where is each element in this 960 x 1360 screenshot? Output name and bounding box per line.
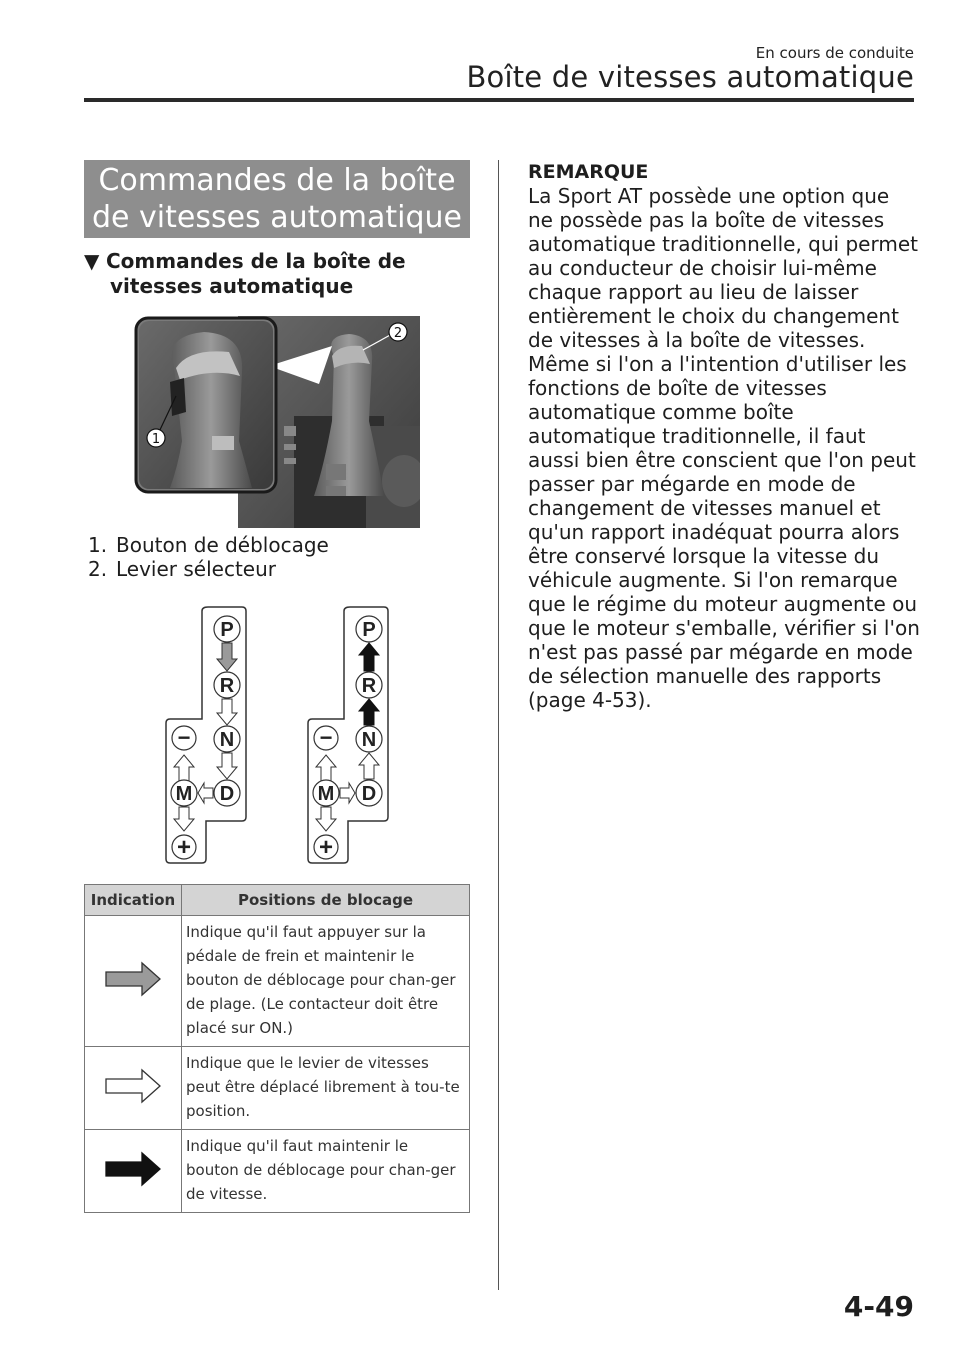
gear-plus: + — [318, 834, 334, 861]
triangle-marker-icon: ▼ — [84, 249, 100, 273]
shift-pattern-diagram-1 — [164, 605, 254, 865]
caption-list — [88, 533, 329, 581]
black-arrow-icon — [104, 1150, 162, 1188]
legend-row-description: Indique que le levier de vitesses peut être déplacé librement à tou-te position. — [182, 1047, 470, 1130]
header-chapter: En cours de conduite — [755, 44, 914, 62]
gear-n: N — [361, 729, 377, 751]
caption-item: 2. Levier sélecteur — [88, 557, 276, 581]
subsection-title-line1: Commandes de la boîte de — [106, 249, 406, 273]
section-title-line2: de vitesses automatique — [92, 200, 462, 235]
legend-table — [84, 884, 470, 1213]
section-banner — [84, 160, 470, 238]
gear-p: P — [362, 619, 376, 641]
section-title-line1: Commandes de la boîte — [98, 163, 456, 198]
legend-header-positions: Positions de blocage — [182, 885, 470, 916]
caption-item: 1. Bouton de déblocage — [88, 533, 329, 557]
legend-header-row — [85, 885, 470, 916]
white-arrow-icon — [104, 1067, 162, 1105]
gear-plus: + — [176, 834, 192, 861]
table-row — [85, 916, 470, 1047]
table-row — [85, 1130, 470, 1213]
gear-minus: − — [177, 725, 191, 750]
gear-r: R — [361, 675, 377, 697]
header-rule — [84, 98, 914, 102]
gear-n: N — [219, 729, 235, 751]
gear-d: D — [361, 783, 377, 805]
subsection-heading — [84, 249, 464, 299]
legend-row-description: Indique qu'il faut maintenir le bouton de déblocage pour chan-ger de vitesse. — [182, 1130, 470, 1213]
note-body: La Sport AT possède une option que ne possède pas la boîte de vitesses automatique traditionnelle, qui permet au conducteur de choisir lui-même chaque rapport au lieu de laisser entièrement le choix du changement de vitesses à la boîte de vitesses. Même si l'on a l'intention d'utiliser les fonctions de boîte de vitesses automatique comme boîte automatique traditionnelle, il faut aussi bien être conscient que l'on peut passer par mégarde en mode de changement de vitesses manuel et qu'un rapport inadéquat pourra alors être conservé lorsque la vitesse du véhicule augmente. Si l'on remarque que le régime du moteur augmente ou que le moteur s'emballe, vérifier si l'on n'est pas passé par mégarde en mode de sélection manuelle des rapports (page 4-53). — [528, 184, 920, 712]
subsection-title-line2: vitesses automatique — [110, 274, 354, 298]
gear-m: M — [317, 783, 335, 805]
note-heading: REMARQUE — [528, 161, 649, 183]
legend-header-indication: Indication — [85, 885, 182, 916]
gear-p: P — [220, 619, 234, 641]
column-divider — [498, 160, 499, 1290]
shift-lever-photo — [134, 316, 420, 528]
gray-arrow-icon — [104, 960, 162, 998]
gear-r: R — [219, 675, 235, 697]
callout-1: 1 — [151, 432, 161, 447]
header-title: Boîte de vitesses automatique — [466, 60, 914, 94]
page-number: 4-49 — [843, 1290, 914, 1323]
gear-d: D — [219, 783, 235, 805]
callout-2: 2 — [393, 326, 403, 341]
table-row — [85, 1047, 470, 1130]
gear-m: M — [175, 783, 193, 805]
gear-minus: − — [319, 725, 333, 750]
legend-row-description: Indique qu'il faut appuyer sur la pédale de frein et maintenir le bouton de déblocage pour chan-ger de plage. (Le contacteur doit être placé sur ON.) — [182, 916, 470, 1047]
shift-pattern-diagram-2 — [306, 605, 396, 865]
